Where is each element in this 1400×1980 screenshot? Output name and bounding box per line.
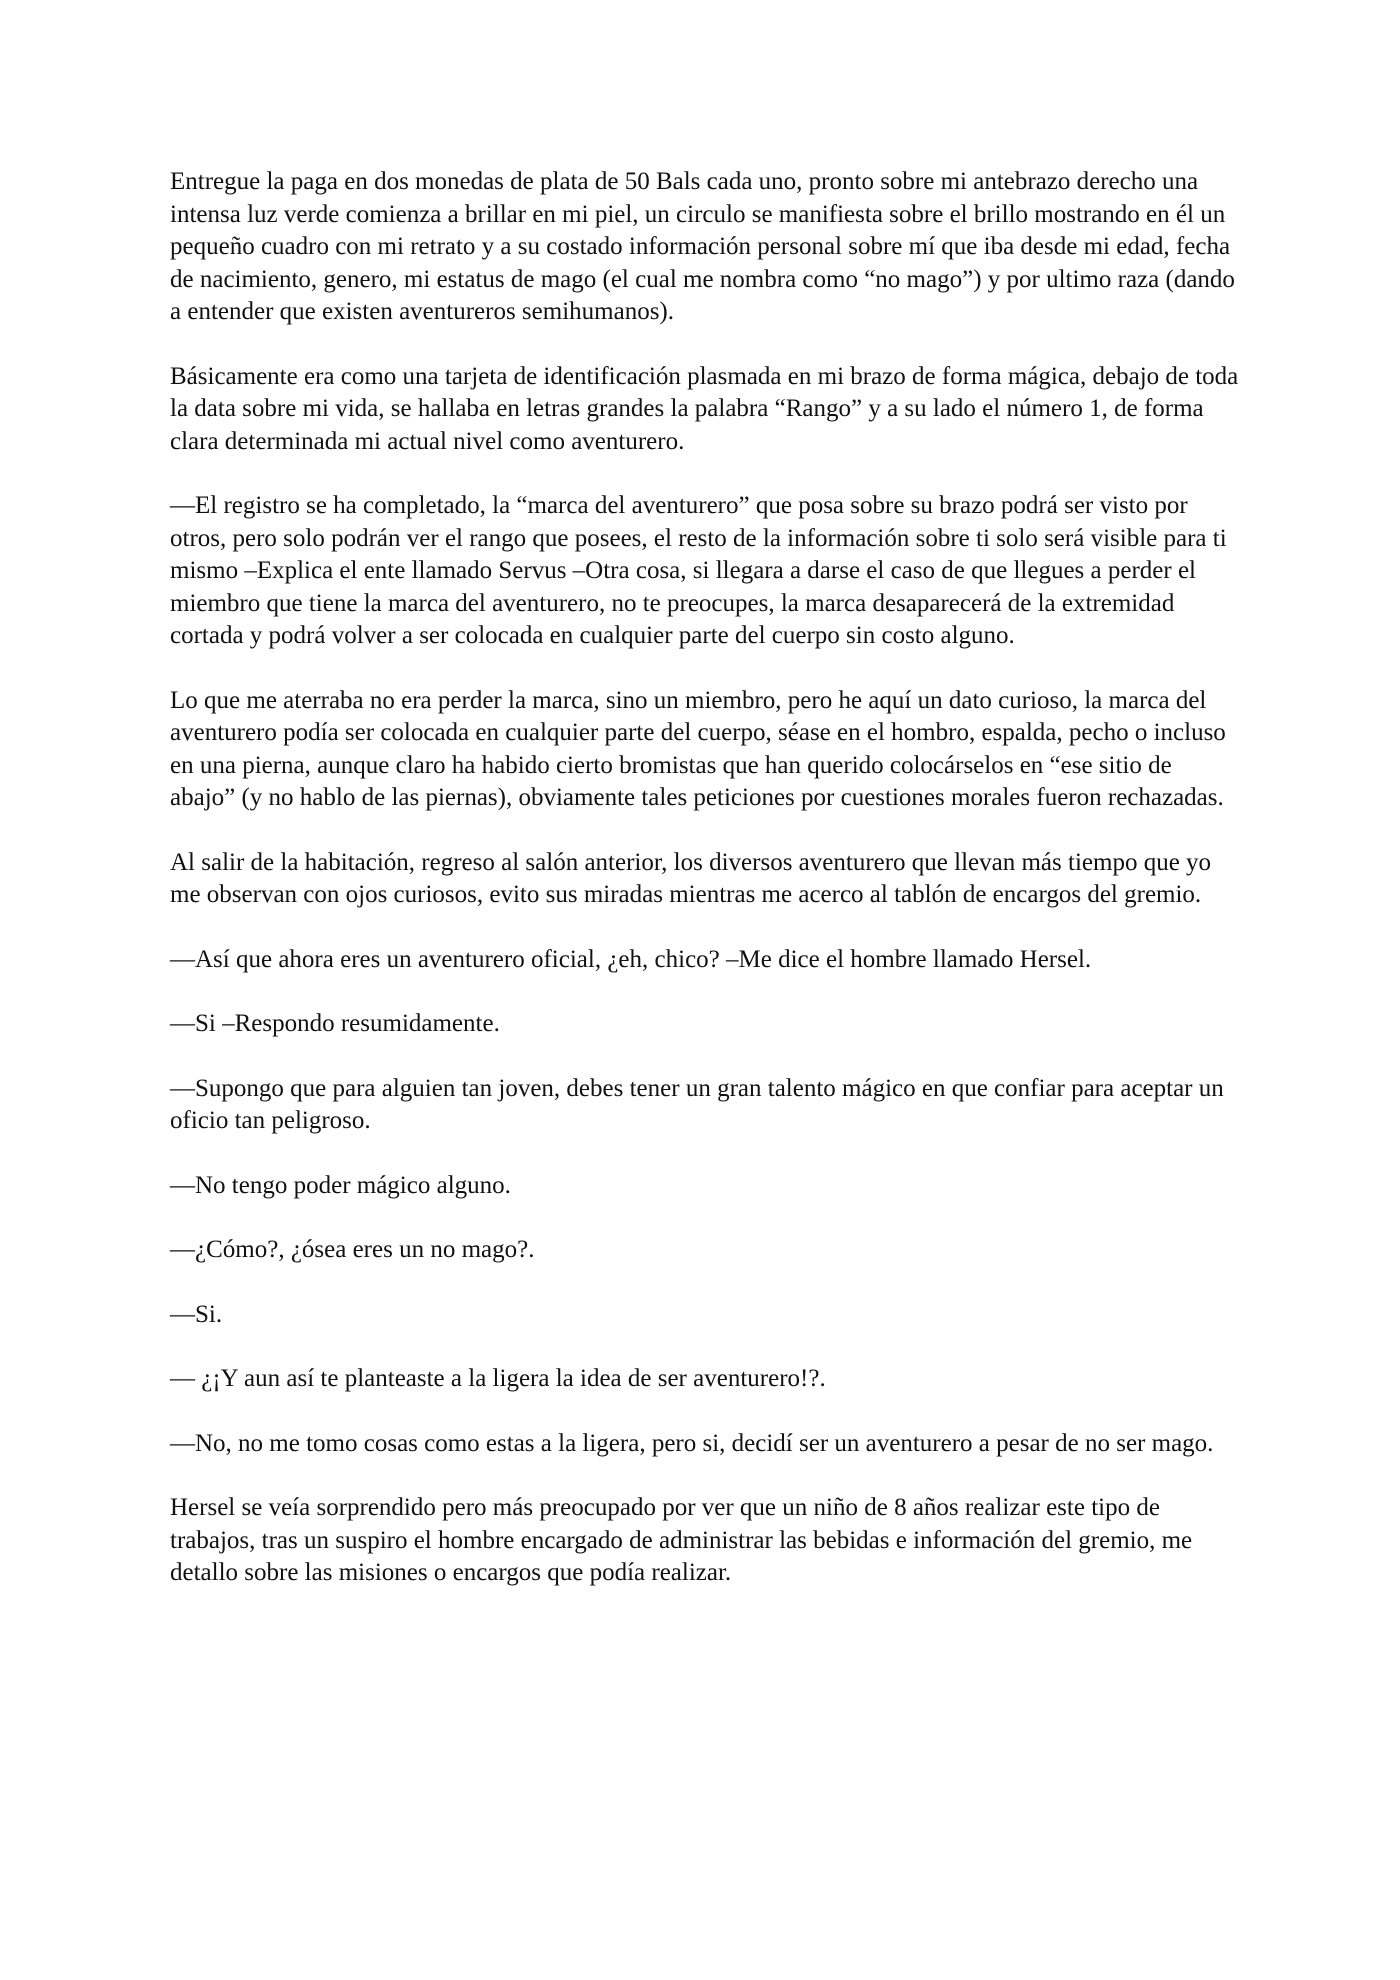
dialogue-line: —No, no me tomo cosas como estas a la ligera, pero si, decidí ser un aventurero a pesar de no ser mago. [170, 1429, 1214, 1457]
dialogue-line: —Si –Respondo resumidamente. [170, 1010, 500, 1037]
dialogue-line: —No tengo poder mágico alguno. [170, 1171, 511, 1199]
paragraph: Entregue la paga en dos monedas de plata de 50 Bals cada uno, pronto sobre mi antebrazo derecho una intensa luz verde comienza a brillar en mi piel, un circulo se manifiesta sobre el brillo mostrando en él un pequeño cuadro con mi retrato y a su costado información personal sobre mí que iba desde mi edad, fecha de nacimiento, genero, mi estatus de mago (el cual me nombra como “no mago”) y por ultimo raza (dando a entender que existen aventureros semihumanos). [170, 168, 1235, 325]
paragraph: Al salir de la habitación, regreso al salón anterior, los diversos aventurero que llevan más tiempo que yo me observan con ojos curiosos, evito sus miradas mientras me acerco al tablón de encargos del gremio. [170, 848, 1212, 908]
paragraph: Lo que me aterraba no era perder la marca, sino un miembro, pero he aquí un dato curioso, la marca del aventurero podía ser colocada en cualquier parte del cuerpo, séase en el hombro, espalda, pecho o incluso en una pierna, aunque claro ha habido cierto bromistas que han querido colocárselos en “ese sitio de abajo” (y no hablo de las piernas), obviamente tales peticiones por cuestiones morales fueron rechazadas. [170, 686, 1226, 811]
paragraph: Hersel se veía sorprendido pero más preocupado por ver que un niño de 8 años realizar este tipo de trabajos, tras un suspiro el hombre encargado de administrar las bebidas e información del gremio, me detallo sobre las misiones o encargos que podía realizar. [170, 1494, 1193, 1586]
paragraph: Básicamente era como una tarjeta de identificación plasmada en mi brazo de forma mágica, debajo de toda la data sobre mi vida, se hallaba en letras grandes la palabra “Rango” y a su lado el número 1, de forma clara determinada mi actual nivel como aventurero. [170, 362, 1239, 455]
dialogue-line: —Si. [170, 1300, 223, 1328]
dialogue-line: — ¿¡Y aun así te planteaste a la ligera la idea de ser aventurero!?. [170, 1365, 826, 1392]
paragraph: —El registro se ha completado, la “marca del aventurero” que posa sobre su brazo podrá ser visto por otros, pero solo podrán ver el rango que posees, el resto de la información sobre ti solo será visible para ti mismo –Explica el ente llamado Servus –Otra cosa, si llegara a darse el caso de que llegues a perder el miembro que tiene la marca del aventurero, no te preocupes, la marca desaparecerá de la extremidad cortada y podrá volver a ser colocada en cualquier parte del cuerpo sin costo alguno. [170, 492, 1227, 649]
dialogue-line: —Así que ahora eres un aventurero oficial, ¿eh, chico? –Me dice el hombre llamado Hersel. [170, 945, 1092, 973]
document-body [170, 166, 1240, 1622]
dialogue-line: —Supongo que para alguien tan joven, debes tener un gran talento mágico en que confiar para aceptar un oficio tan peligroso. [170, 1074, 1224, 1134]
dialogue-line: —¿Cómo?, ¿ósea eres un no mago?. [170, 1236, 535, 1263]
